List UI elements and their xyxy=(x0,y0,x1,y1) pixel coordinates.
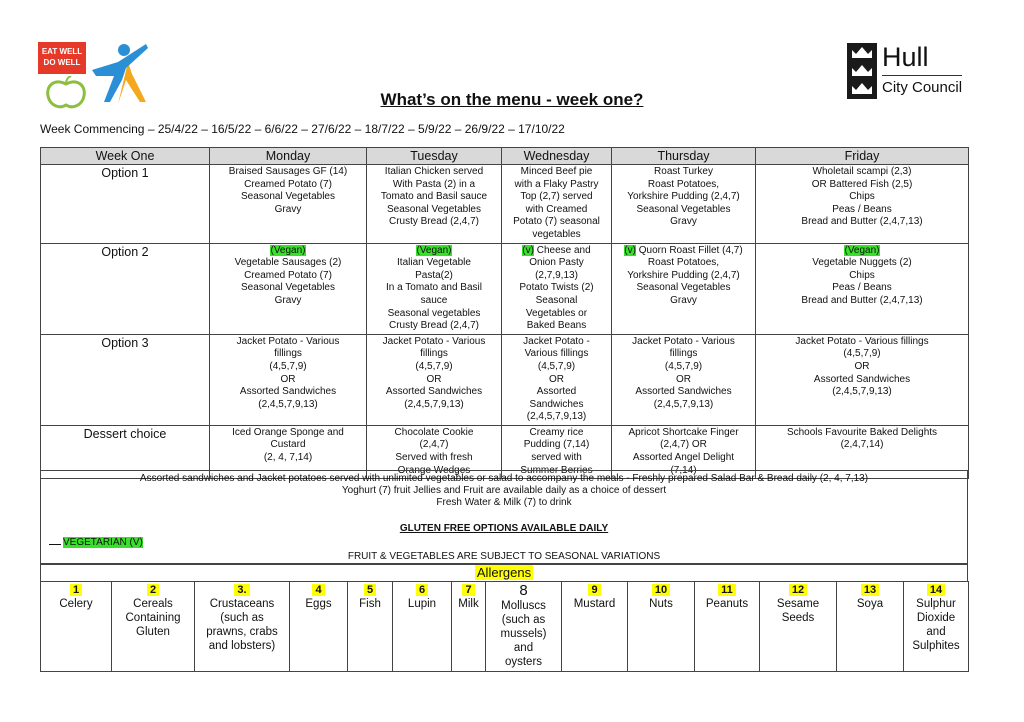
row-label: Option 2 xyxy=(41,243,210,334)
drinks-note: Fresh Water & Milk (7) to drink xyxy=(436,497,572,508)
menu-cell: (Vegan) Vegetable Sausages (2) Creamed Potato (7) Seasonal Vegetables Gravy xyxy=(210,243,367,334)
allergen-cell: 5 Fish xyxy=(348,582,393,672)
header-friday: Friday xyxy=(756,148,969,165)
menu-cell: Creamy rice Pudding (7,14) served with Summer Berries xyxy=(502,425,612,478)
header-wednesday: Wednesday xyxy=(502,148,612,165)
eat-well-badge: EAT WELL DO WELL xyxy=(38,42,86,74)
seasonal-note: FRUIT & VEGETABLES ARE SUBJECT TO SEASONAL VARIATIONS xyxy=(347,551,661,562)
vegan-tag: (Vegan) xyxy=(270,244,306,256)
vegan-tag: (Vegan) xyxy=(416,244,452,256)
logo-divider xyxy=(882,75,962,76)
allergen-cell: 3. Crustaceans (such as prawns, crabs and lobsters) xyxy=(195,582,290,672)
vegetarian-tag: (v) xyxy=(522,244,534,256)
menu-cell: (Vegan) Vegetable Nuggets (2) Chips Peas / Beans Bread and Butter (2,4,7,13) xyxy=(756,243,969,334)
menu-table xyxy=(40,147,969,479)
allergen-cell: 4 Eggs xyxy=(290,582,348,672)
vegetarian-key: VEGETARIAN (V) xyxy=(49,537,143,548)
allergens-table xyxy=(40,581,969,672)
header-thursday: Thursday xyxy=(612,148,756,165)
allergen-cell: 2 Cereals Containing Gluten xyxy=(112,582,195,672)
allergen-cell: 9 Mustard xyxy=(562,582,628,672)
menu-cell: Roast Turkey Roast Potatoes, Yorkshire Pudding (2,4,7) Seasonal Vegetables Gravy xyxy=(612,165,756,244)
table-row xyxy=(41,334,969,425)
notes-panel xyxy=(40,470,968,564)
menu-cell: Jacket Potato - Various fillings (4,5,7,9) OR Assorted Sandwiches (2,4,5,7,9,13) xyxy=(367,334,502,425)
allergen-cell: 7 Milk xyxy=(452,582,486,672)
hull-wordmark: Hull xyxy=(882,42,929,72)
dessert-note: Yoghurt (7) fruit Jellies and Fruit are available daily as a choice of dessert xyxy=(341,485,667,496)
menu-cell: Jacket Potato - Various fillings (4,5,7,9) OR Assorted Sandwiches (2,4,5,7,9,13) xyxy=(502,334,612,425)
page-title: What’s on the menu - week one? xyxy=(380,90,644,109)
gluten-free-note: GLUTEN FREE OPTIONS AVAILABLE DAILY xyxy=(399,523,609,534)
vegetarian-tag: (v) xyxy=(624,244,636,256)
menu-cell: (v) Quorn Roast Fillet (4,7) Roast Potatoes, Yorkshire Pudding (2,4,7) Seasonal Vegetables Gravy xyxy=(612,243,756,334)
menu-cell: Apricot Shortcake Finger (2,4,7) OR Assorted Angel Delight (7,14) xyxy=(612,425,756,478)
sandwich-note: Assorted sandwiches and Jacket potatoes served with unlimited vegetables or salad to accompany the meals - Freshly prepared Salad Bar & Bread daily (2, 4, 7,13) xyxy=(139,473,869,484)
week-commencing: Week Commencing – 25/4/22 – 16/5/22 – 6/6/22 – 27/6/22 – 18/7/22 – 5/9/22 – 26/9/22 – 17/10/22 xyxy=(40,122,565,136)
menu-cell: Jacket Potato - Various fillings (4,5,7,9) OR Assorted Sandwiches (2,4,5,7,9,13) xyxy=(612,334,756,425)
table-row xyxy=(41,243,969,334)
header-tuesday: Tuesday xyxy=(367,148,502,165)
allergen-cell: 12 Sesame Seeds xyxy=(760,582,837,672)
table-row xyxy=(41,165,969,244)
allergen-cell: 13 Soya xyxy=(837,582,904,672)
allergen-cell: 14 Sulphur Dioxide and Sulphites xyxy=(904,582,969,672)
menu-cell: Italian Chicken served With Pasta (2) in a Tomato and Basil sauce Seasonal Vegetables Crusty Bread (2,4,7) xyxy=(367,165,502,244)
menu-cell: Chocolate Cookie (2,4,7) Served with fresh Orange Wedges xyxy=(367,425,502,478)
allergens-title: Allergens xyxy=(40,564,968,582)
row-label: Option 1 xyxy=(41,165,210,244)
vegan-tag: (Vegan) xyxy=(844,244,880,256)
allergen-cell: 8 Molluscs (such as mussels) and oysters xyxy=(486,582,562,672)
menu-cell: Minced Beef pie with a Flaky Pastry Top (2,7) served with Creamed Potato (7) seasonal vegetables xyxy=(502,165,612,244)
menu-cell: Braised Sausages GF (14) Creamed Potato (7) Seasonal Vegetables Gravy xyxy=(210,165,367,244)
allergen-cell: 1 Celery xyxy=(41,582,112,672)
menu-cell: Schools Favourite Baked Delights (2,4,7,14) xyxy=(756,425,969,478)
menu-header-row xyxy=(41,148,969,165)
menu-cell: (v) Cheese and Onion Pasty (2,7,9,13) Potato Twists (2) Seasonal Vegetables or Baked Beans xyxy=(502,243,612,334)
menu-cell: Wholetail scampi (2,3) OR Battered Fish (2,5) Chips Peas / Beans Bread and Butter (2,4,7,13) xyxy=(756,165,969,244)
menu-cell: Iced Orange Sponge and Custard (2, 4, 7,14) xyxy=(210,425,367,478)
header-week-one: Week One xyxy=(41,148,210,165)
menu-cell: Jacket Potato - Various fillings (4,5,7,9) OR Assorted Sandwiches (2,4,5,7,9,13) xyxy=(210,334,367,425)
menu-cell: (Vegan) Italian Vegetable Pasta(2) In a Tomato and Basil sauce Seasonal vegetables Crusty Bread (2,4,7) xyxy=(367,243,502,334)
city-council-wordmark: City Council xyxy=(882,79,963,96)
allergens-row xyxy=(41,582,969,672)
allergen-cell: 11 Peanuts xyxy=(695,582,760,672)
row-label: Option 3 xyxy=(41,334,210,425)
allergen-cell: 10 Nuts xyxy=(628,582,695,672)
row-label: Dessert choice xyxy=(41,425,210,478)
header-monday: Monday xyxy=(210,148,367,165)
allergen-cell: 6 Lupin xyxy=(393,582,452,672)
menu-cell: Jacket Potato - Various fillings (4,5,7,9) OR Assorted Sandwiches (2,4,5,7,9,13) xyxy=(756,334,969,425)
